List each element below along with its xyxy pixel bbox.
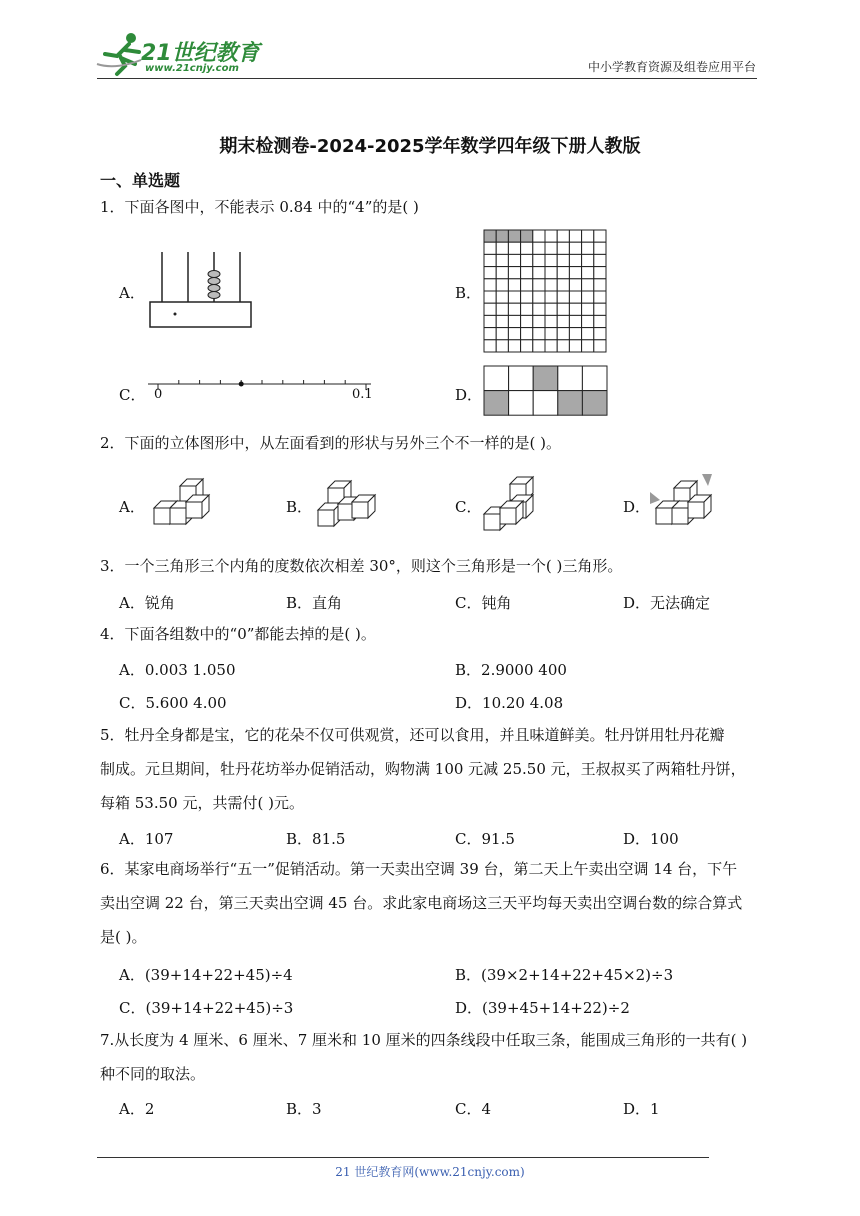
question-5-line-1: 5．牡丹全身都是宝，它的花朵不仅可供观赏，还可以食用，并且味道鲜美。牡丹饼用牡丹花瓣 (100, 726, 725, 744)
grid-cell (594, 279, 606, 291)
grid-cell (508, 242, 520, 254)
footer-divider (97, 1157, 709, 1158)
q7-option-d: D．1 (623, 1100, 660, 1118)
strip-cell (582, 366, 607, 391)
cube-figure-b (314, 474, 384, 534)
grid-cell (508, 328, 520, 340)
grid-cell (508, 279, 520, 291)
grid-cell (545, 242, 557, 254)
header (95, 30, 265, 80)
platform-text: 中小学教育资源及组卷应用平台 (587, 60, 756, 74)
grid-cell (533, 254, 545, 266)
q4-option-a: A．0.003 1.050 (119, 661, 236, 679)
grid-cell (496, 291, 508, 303)
grid-cell (594, 242, 606, 254)
question-6-line-1: 6．某家电商场举行“五一”促销活动。第一天卖出空调 39 台，第二天上午卖出空调 14 台，下午 (100, 860, 738, 878)
number-line-figure (146, 378, 376, 408)
question-5-line-3: 每箱 53.50 元，共需付( )元。 (100, 794, 304, 812)
strip-cell (558, 391, 583, 416)
grid-cell (533, 328, 545, 340)
q6-option-b: B．(39×2+14+22+45×2)÷3 (455, 966, 674, 984)
q3-option-b: B．直角 (286, 594, 343, 612)
strip-cell (509, 366, 534, 391)
grid-cell (521, 230, 533, 242)
grid-cell (594, 230, 606, 242)
grid-cell (508, 267, 520, 279)
grid-cell (484, 254, 496, 266)
question-5-line-2: 制成。元旦期间，牡丹花坊举办促销活动，购物满 100 元减 25.50 元，王叔叔买了两箱牡丹饼， (100, 760, 746, 778)
strip-cell (533, 391, 558, 416)
grid-cell (582, 315, 594, 327)
point-marker (239, 382, 244, 387)
question-6-line-2: 卖出空调 22 台，第三天卖出空调 45 台。求此家电商场这三天平均每天卖出空调台数的综合算式 (100, 894, 743, 912)
grid-cell (545, 328, 557, 340)
grid-cell (533, 291, 545, 303)
unit-cube (688, 495, 711, 518)
number-line-end: 0.1 (352, 387, 373, 402)
q7-option-a: A．2 (119, 1100, 155, 1118)
grid-cell (582, 291, 594, 303)
grid-cell (582, 267, 594, 279)
grid-cell (569, 279, 581, 291)
q3-option-a: A．锐角 (119, 594, 175, 612)
grid-cell (582, 340, 594, 352)
grid-cell (496, 279, 508, 291)
question-7-line-1: 7.从长度为 4 厘米、6 厘米、7 厘米和 10 厘米的四条线段中任取三条，能围成三角形的一共有( ) (100, 1031, 748, 1049)
grid-cell (496, 303, 508, 315)
strip-cell (582, 391, 607, 416)
q5-option-d: D．100 (623, 830, 679, 848)
grid-cell (521, 328, 533, 340)
grid-cell (569, 254, 581, 266)
grid-cell (533, 267, 545, 279)
q4-option-d: D．10.20 4.08 (455, 694, 564, 712)
q7-option-c: C．4 (455, 1100, 492, 1118)
q6-option-c: C．(39+14+22+45)÷3 (119, 999, 294, 1017)
cube-figure-a (150, 474, 220, 534)
grid-cell (508, 230, 520, 242)
q6-option-d: D．(39+45+14+22)÷2 (455, 999, 630, 1017)
grid-cell (484, 291, 496, 303)
grid-cell (496, 230, 508, 242)
grid-cell (594, 328, 606, 340)
page-title: 期末检测卷-2024-2025学年数学四年级下册人教版 (219, 136, 641, 157)
q5-option-b: B．81.5 (286, 830, 346, 848)
grid-cell (594, 303, 606, 315)
grid-cell (569, 267, 581, 279)
grid-cell (496, 267, 508, 279)
question-1-stem: 1．下面各图中，不能表示 0.84 中的“4”的是( ) (100, 198, 419, 216)
strip-grid-figure (484, 366, 609, 418)
grid-cell (582, 328, 594, 340)
grid-cell (496, 254, 508, 266)
grid-cell (508, 254, 520, 266)
grid-cell (582, 254, 594, 266)
grid-cell (582, 303, 594, 315)
grid-cell (521, 291, 533, 303)
grid-cell (521, 267, 533, 279)
grid-cell (545, 303, 557, 315)
q4-option-b: B．2.9000 400 (455, 661, 567, 679)
grid-cell (557, 242, 569, 254)
q3-option-c: C．钝角 (455, 594, 512, 612)
grid-cell (533, 303, 545, 315)
logo-url: www.21cnjy.com (145, 63, 239, 74)
q1-option-c-label: C． (119, 386, 146, 404)
grid-cell (484, 230, 496, 242)
grid-cell (545, 230, 557, 242)
grid-cell (594, 291, 606, 303)
grid-cell (557, 303, 569, 315)
grid-cell (557, 279, 569, 291)
grid-cell (521, 303, 533, 315)
grid-cell (521, 254, 533, 266)
grid-cell (545, 315, 557, 327)
strip-cell (484, 366, 509, 391)
unit-cube (186, 495, 209, 518)
grid-cell (496, 328, 508, 340)
unit-cube (500, 501, 523, 524)
strip-cell (484, 391, 509, 416)
grid-cell (508, 291, 520, 303)
question-4-stem: 4．下面各组数中的“0”都能去掉的是( )。 (100, 625, 376, 643)
q1-option-a-label: A． (119, 284, 145, 302)
question-7-line-2: 种不同的取法。 (100, 1065, 206, 1083)
question-6-line-3: 是( )。 (100, 928, 147, 946)
grid-cell (594, 340, 606, 352)
strip-cell (533, 366, 558, 391)
decoration-mark (650, 492, 660, 504)
grid-cell (508, 315, 520, 327)
grid-cell (569, 230, 581, 242)
q2-option-a-label: A． (119, 498, 145, 516)
grid-cell (533, 340, 545, 352)
q5-option-c: C．91.5 (455, 830, 515, 848)
grid-cell (594, 315, 606, 327)
grid-cell (557, 291, 569, 303)
grid-cell (484, 242, 496, 254)
grid-cell (533, 279, 545, 291)
grid-cell (569, 315, 581, 327)
grid-cell (521, 279, 533, 291)
footer-link[interactable]: 21 世纪教育网(www.21cnjy.com) (335, 1165, 525, 1179)
cube-figure-c (480, 474, 550, 534)
grid-cell (594, 267, 606, 279)
hundred-grid-figure (484, 230, 609, 350)
grid-cell (484, 303, 496, 315)
grid-cell (557, 315, 569, 327)
grid-cell (484, 340, 496, 352)
number-line-start: 0 (154, 387, 163, 402)
grid-cell (496, 242, 508, 254)
logo-text: 21世纪教育 (141, 41, 260, 66)
strip-cell (558, 366, 583, 391)
grid-cell (582, 230, 594, 242)
cube-figure-d (650, 474, 720, 534)
grid-cell (557, 340, 569, 352)
q5-option-a: A．107 (119, 830, 174, 848)
grid-cell (569, 340, 581, 352)
grid-cell (545, 340, 557, 352)
unit-cube (352, 495, 375, 518)
grid-cell (582, 279, 594, 291)
grid-cell (521, 315, 533, 327)
grid-cell (557, 254, 569, 266)
grid-cell (484, 315, 496, 327)
grid-cell (533, 315, 545, 327)
grid-cell (545, 254, 557, 266)
grid-cell (496, 315, 508, 327)
question-2-stem: 2．下面的立体图形中，从左面看到的形状与另外三个不一样的是( )。 (100, 434, 562, 452)
section-heading: 一、单选题 (100, 171, 181, 190)
grid-cell (484, 279, 496, 291)
q2-option-b-label: B． (286, 498, 313, 516)
q6-option-a: A．(39+14+22+45)÷4 (119, 966, 293, 984)
grid-cell (521, 242, 533, 254)
q4-option-c: C．5.600 4.00 (119, 694, 227, 712)
q3-option-d: D．无法确定 (623, 594, 711, 612)
grid-cell (569, 291, 581, 303)
grid-cell (582, 242, 594, 254)
question-3-stem: 3．一个三角形三个内角的度数依次相差 30°，则这个三角形是一个( )三角形。 (100, 557, 623, 575)
abacus-figure (150, 252, 260, 332)
grid-cell (557, 328, 569, 340)
grid-cell (569, 328, 581, 340)
q7-option-b: B．3 (286, 1100, 322, 1118)
grid-cell (484, 267, 496, 279)
grid-cell (557, 267, 569, 279)
grid-cell (533, 242, 545, 254)
grid-cell (484, 328, 496, 340)
grid-cell (533, 230, 545, 242)
grid-cell (508, 303, 520, 315)
grid-cell (569, 242, 581, 254)
decoration-mark (702, 474, 712, 486)
grid-cell (545, 267, 557, 279)
strip-cell (509, 391, 534, 416)
q1-option-d-label: D． (455, 386, 483, 404)
q1-option-b-label: B． (455, 284, 482, 302)
grid-cell (521, 340, 533, 352)
q2-option-c-label: C． (455, 498, 482, 516)
grid-cell (557, 230, 569, 242)
grid-cell (569, 303, 581, 315)
grid-cell (545, 291, 557, 303)
grid-cell (594, 254, 606, 266)
header-divider (97, 78, 757, 79)
grid-cell (508, 340, 520, 352)
grid-cell (496, 340, 508, 352)
q2-option-d-label: D． (623, 498, 651, 516)
grid-cell (545, 279, 557, 291)
